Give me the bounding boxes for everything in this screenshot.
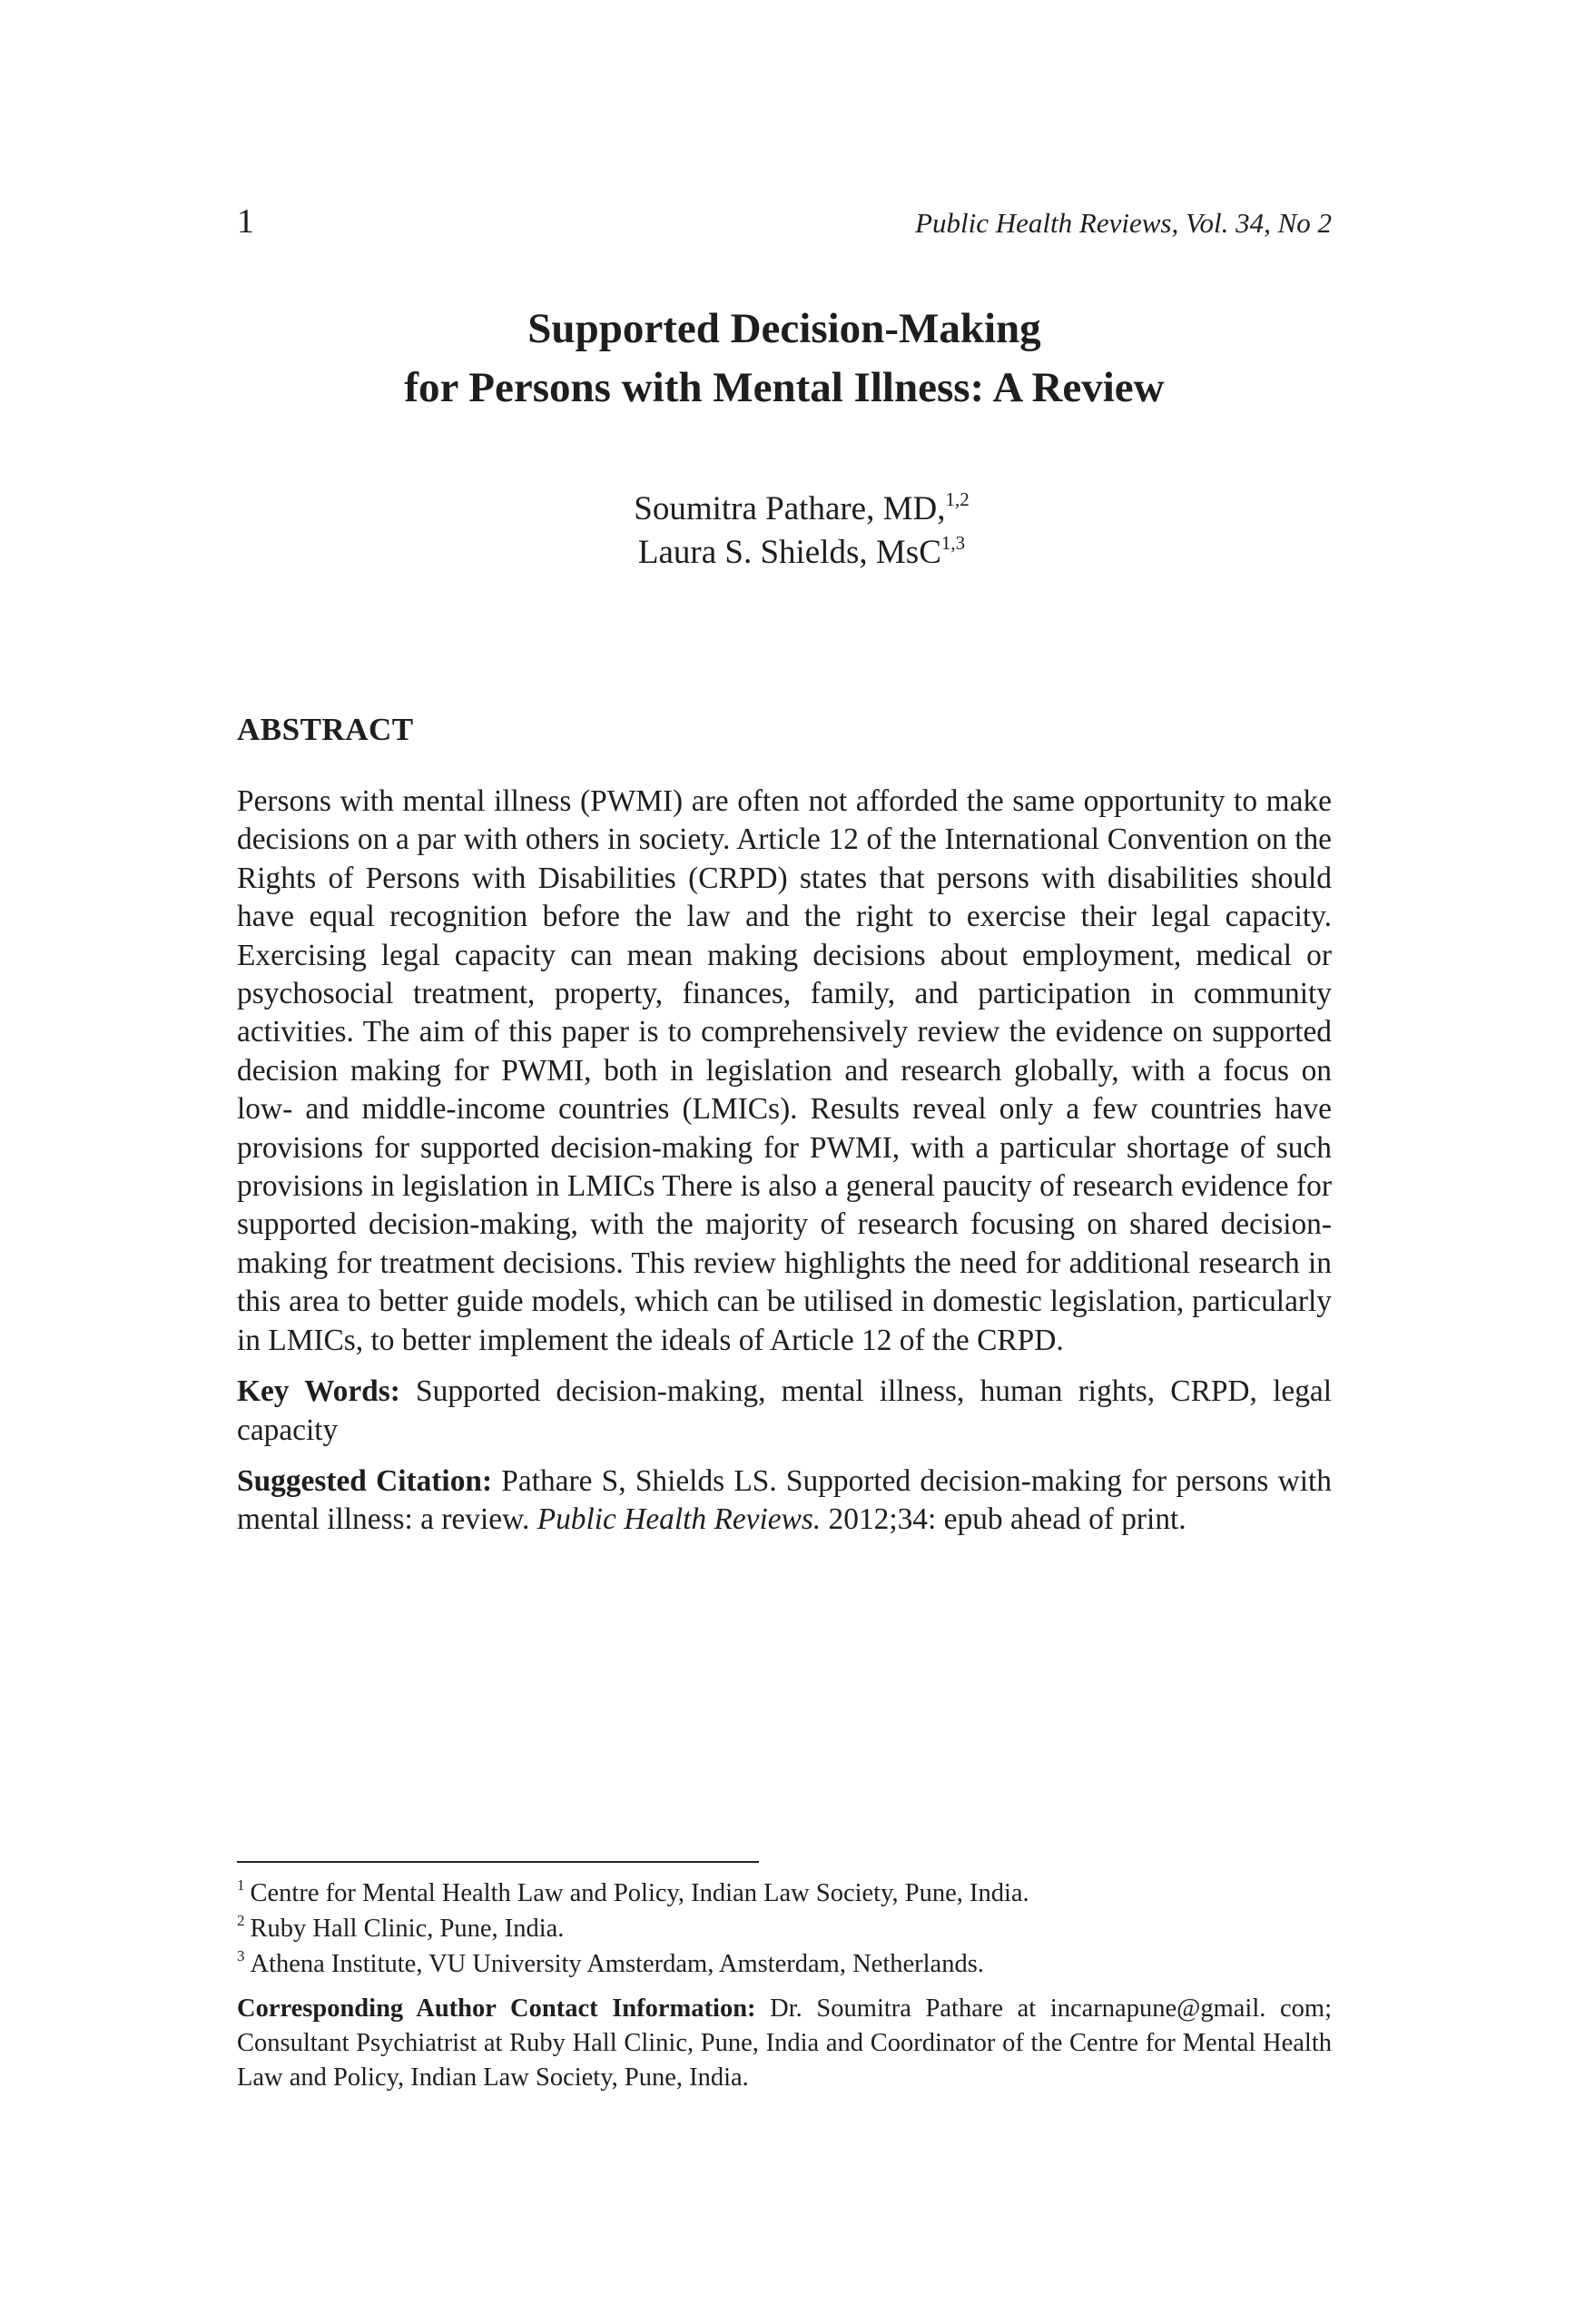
running-head: Public Health Reviews, Vol. 34, No 2 — [915, 207, 1332, 239]
footnote-2-text: Ruby Hall Clinic, Pune, India. — [250, 1915, 565, 1943]
author-list — [0, 487, 1585, 575]
title-line-2: for Persons with Mental Illness: A Review — [404, 364, 1165, 411]
footnote-3-text: Athena Institute, VU University Amsterdam, Amsterdam, Netherlands. — [250, 1950, 984, 1978]
footnote-2-mark: 2 — [237, 1912, 245, 1929]
abstract-heading: ABSTRACT — [237, 712, 414, 747]
keywords — [237, 1373, 1332, 1450]
title-line-1: Supported Decision-Making — [527, 305, 1041, 352]
abstract-section — [237, 783, 1332, 1540]
footnote-1 — [237, 1876, 1332, 1911]
footnotes — [237, 1876, 1332, 1982]
footnote-1-mark: 1 — [237, 1876, 245, 1894]
page-header — [237, 202, 1332, 241]
footnote-divider — [237, 1861, 759, 1863]
footnote-3 — [237, 1946, 1332, 1982]
citation-text-after: 2012;34: epub ahead of print. — [821, 1502, 1186, 1537]
keywords-text: Supported decision-making, mental illness, human rights, CRPD, legal capacity — [237, 1374, 1332, 1447]
footnote-2 — [237, 1911, 1332, 1946]
contact-text: Dr. Soumitra Pathare at incarnapune@gmail. com; Consultant Psychiatrist at Ruby Hall Clinic, Pune, India and Coordinator of the Centre for Mental Health Law and Policy, Indian Law Society, Pune, India. — [237, 1994, 1332, 2092]
author-2-name: Laura S. Shields, MsC — [637, 534, 941, 571]
page-number: 1 — [237, 202, 254, 241]
keywords-label: Key Words: — [237, 1374, 400, 1409]
abstract-text: Persons with mental illness (PWMI) are often not afforded the same opportunity to make decisions on a par with others in society. Article 12 of the International Convention on the Rights of Persons with Disabilities (CRPD) states that persons with disabilities should have equal recognition before the law and the right to exercise their legal capacity. Exercising legal capacity can mean making decisions about employment, medical or psychosocial treatment, property, finances, family, and participation in community activities. The aim of this paper is to comprehensively review the evidence on supported decision making for PWMI, both in legislation and research globally, with a focus on low- and middle-income countries (LMICs). Results reveal only a few countries have provisions for supported decision-making for PWMI, with a particular shortage of such provisions in legislation in LMICs There is also a general paucity of research evidence for supported decision-making, with the majority of research focusing on shared decision-making for treatment decisions. This review highlights the need for additional research in this area to better guide models, which can be utilised in domestic legislation, particularly in LMICs, to better implement the ideals of Article 12 of the CRPD. — [237, 784, 1332, 1357]
corresponding-author-info — [237, 1992, 1332, 2095]
author-1 — [0, 487, 1585, 531]
contact-label: Corresponding Author Contact Information: — [237, 1994, 756, 2023]
author-2-affiliations: 1,3 — [940, 532, 966, 554]
footnote-3-mark: 3 — [237, 1947, 245, 1965]
author-1-name: Soumitra Pathare, MD, — [634, 490, 946, 527]
footnote-1-text: Centre for Mental Health Law and Policy, Indian Law Society, Pune, India. — [250, 1879, 1029, 1907]
author-2 — [0, 531, 1585, 575]
citation-label: Suggested Citation: — [237, 1463, 493, 1498]
suggested-citation — [237, 1462, 1332, 1540]
paper-title — [237, 300, 1332, 418]
citation-journal: Public Health Reviews. — [537, 1502, 822, 1537]
citation-text-before: Pathare S, Shields LS. Supported decision-making for persons with mental illness: a review. — [237, 1463, 1332, 1537]
author-1-affiliations: 1,2 — [945, 488, 970, 510]
